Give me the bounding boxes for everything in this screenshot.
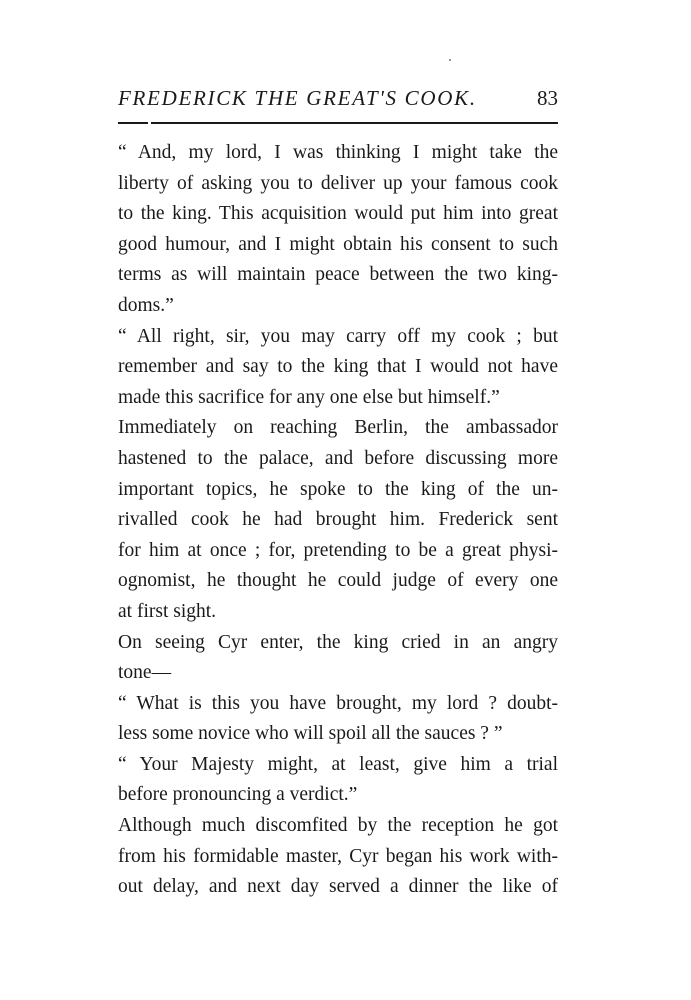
- header-rule-left: [118, 122, 148, 124]
- text-line: before pronouncing a verdict.”: [118, 784, 358, 806]
- text-line: good humour, and I might obtain his consent to such: [118, 233, 558, 255]
- text-line: at first sight.: [118, 600, 217, 622]
- body-text: [118, 138, 558, 903]
- text-line: less some novice who will spoil all the sauces ? ”: [118, 723, 503, 745]
- text-line: hastened to the palace, and before discussing more: [118, 447, 558, 469]
- text-line: remember and say to the king that I would not have: [118, 356, 558, 378]
- text-line: “ What is this you have brought, my lord ? doubt-: [118, 692, 558, 714]
- text-line: liberty of asking you to deliver up your famous cook: [118, 172, 558, 194]
- running-title: FREDERICK THE GREAT'S COOK.: [118, 86, 477, 110]
- text-line: Immediately on reaching Berlin, the ambassador: [118, 417, 558, 439]
- text-line: “ Your Majesty might, at least, give him a trial: [118, 753, 558, 775]
- text-line: made this sacrifice for any one else but himself.”: [118, 386, 500, 408]
- text-line: terms as will maintain peace between the two king-: [118, 264, 558, 286]
- text-line: rivalled cook he had brought him. Frederick sent: [118, 509, 558, 531]
- text-line: Although much discomfited by the reception he got: [118, 815, 558, 837]
- text-line: ognomist, he thought he could judge of every one: [118, 570, 558, 592]
- header-rule: [118, 122, 558, 126]
- text-line: important topics, he spoke to the king of the un-: [118, 478, 558, 500]
- text-line: from his formidable master, Cyr began his work with-: [118, 845, 558, 867]
- text-line: doms.”: [118, 294, 174, 316]
- text-line: tone—: [118, 662, 172, 684]
- text-line: “ And, my lord, I was thinking I might take the: [118, 142, 558, 163]
- text-line: “ All right, sir, you may carry off my cook ; but: [118, 325, 558, 347]
- page-number: 83: [537, 86, 558, 110]
- text-line: out delay, and next day served a dinner the like of: [118, 876, 558, 898]
- text-line: to the king. This acquisition would put him into great: [118, 203, 558, 225]
- text-line: On seeing Cyr enter, the king cried in an angry: [118, 631, 558, 653]
- text-line: for him at once ; for, pretending to be a great physi-: [118, 539, 558, 561]
- speck-mark: [449, 59, 451, 61]
- header-rule-middle: [151, 122, 491, 124]
- page-header: [118, 82, 558, 114]
- header-rule-right: [485, 122, 558, 124]
